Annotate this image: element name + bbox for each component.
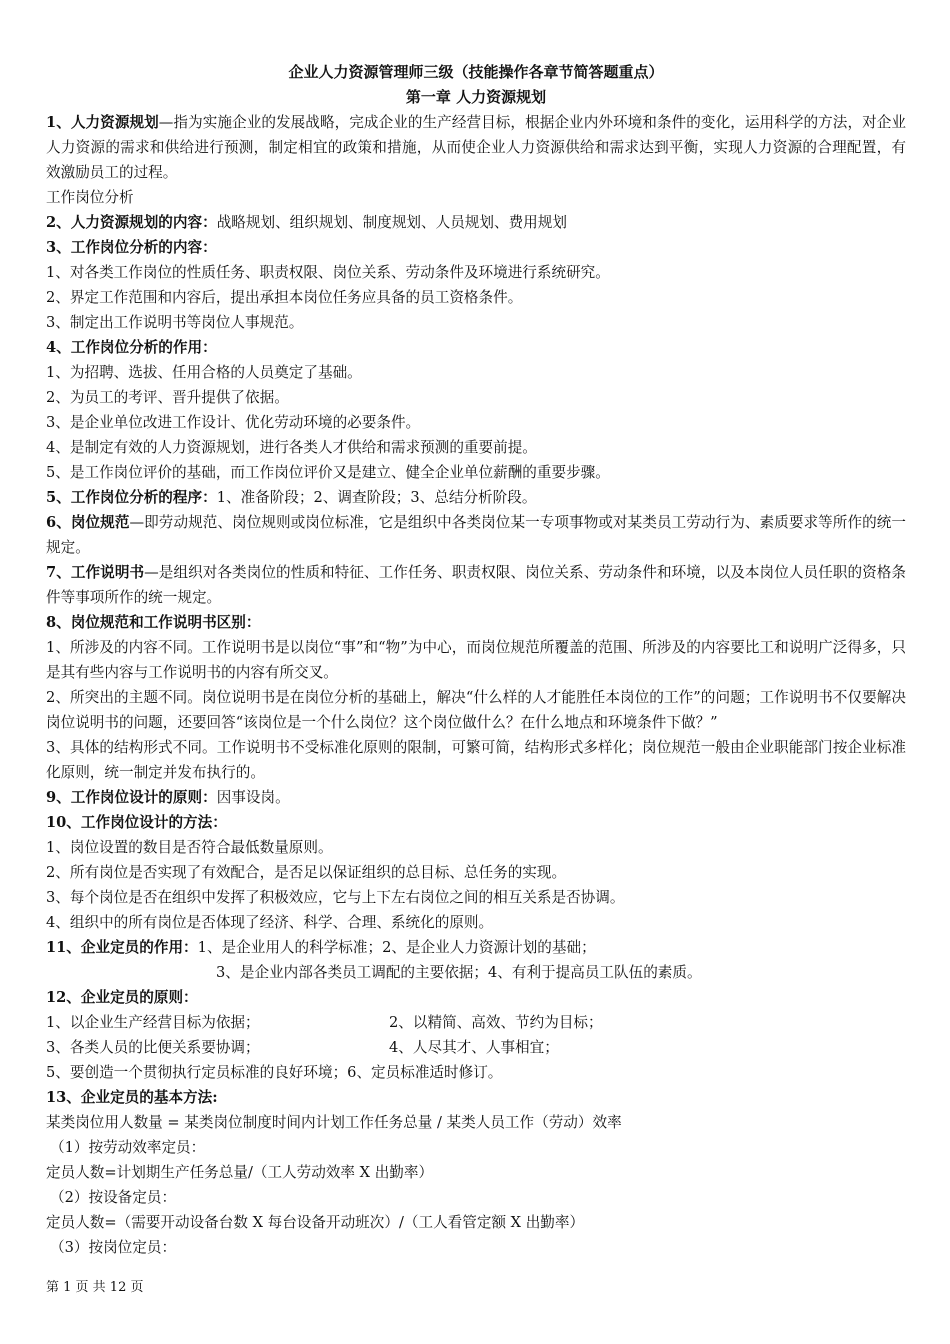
text-2: 战略规划、组织规划、制度规划、人员规划、费用规划	[216, 214, 567, 231]
list-item: 2、为员工的考评、晋升提供了依据。	[46, 389, 289, 406]
chapter-title: 第一章 人力资源规划	[405, 88, 547, 106]
list-item: 2、所突出的主题不同。岗位说明书是在岗位分析的基础上，解决“什么样的人才能胜任本岗位的工作”的问题；工作说明书不仅要解决岗位说明书的问题，还要回答“该岗位是一个什么岗位？这个岗位做什么？在什么地点和环境条件下做？”	[46, 689, 906, 731]
term-hr-planning: 1、人力资源规划	[46, 114, 159, 131]
paragraph-9	[46, 785, 906, 810]
formula-general: 某类岗位用人数量 = 某类岗位制度时间内计划工作任务总量 / 某类人员工作（劳动）效率	[46, 1114, 622, 1131]
heading-4: 4、工作岗位分析的作用：	[46, 339, 217, 356]
text-9: 因事设岗。	[216, 789, 290, 806]
heading-13: 13、企业定员的基本方法:	[46, 1089, 218, 1106]
document-title: 企业人力资源管理师三级（技能操作各章节简答题重点）	[288, 63, 664, 81]
page-footer: 第 1 页 共 12 页	[46, 1280, 144, 1295]
section-label: 工作岗位分析	[46, 189, 134, 206]
list-item: 1、对各类工作岗位的性质任务、职责权限、岗位关系、劳动条件及环境进行系统研究。	[46, 264, 610, 281]
list-item: 3、是企业单位改进工作设计、优化劳动环境的必要条件。	[46, 414, 421, 431]
paragraph-7	[46, 560, 906, 610]
method-1-formula: 定员人数=计划期生产任务总量/（工人劳动效率 X 出勤率）	[46, 1164, 434, 1181]
method-2-formula: 定员人数=（需要开动设备台数 X 每台设备开动班次）/（工人看管定额 X 出勤率）	[46, 1214, 585, 1231]
list-item: 3、每个岗位是否在组织中发挥了积极效应，它与上下左右岗位之间的相互关系是否协调。	[46, 889, 625, 906]
list-item: 3、制定出工作说明书等岗位人事规范。	[46, 314, 304, 331]
list-item: 3、具体的结构形式不同。工作说明书不受标准化原则的限制，可繁可简，结构形式多样化；岗位规范一般由企业职能部门按企业标准化原则，统一制定并发布执行的。	[46, 739, 906, 781]
term-job-spec: 6、岗位规范	[46, 514, 130, 531]
heading-11: 11、企业定员的作用：	[46, 939, 198, 956]
term-job-description: 7、工作说明书	[46, 564, 145, 581]
text-11-line1: 1、是企业用人的科学标准；2、是企业人力资源计划的基础；	[197, 939, 596, 956]
list-item: 4、是制定有效的人力资源规划，进行各类人才供给和需求预测的重要前提。	[46, 439, 537, 456]
principles-row-1	[46, 1010, 906, 1035]
definition-job-description: —是组织对各类岗位的性质和特征、工作任务、职责权限、岗位关系、劳动条件和环境，以及本岗位人员任职的资格条件等事项所作的统一规定。	[46, 564, 907, 606]
heading-12: 12、企业定员的原则：	[46, 989, 198, 1006]
paragraph-2	[46, 210, 906, 235]
method-2-label: （2）按设备定员：	[50, 1189, 177, 1206]
list-item: 4、组织中的所有岗位是否体现了经济、科学、合理、系统化的原则。	[46, 914, 494, 931]
list-item: 5、要创造一个贯彻执行定员标准的良好环境；6、定员标准适时修订。	[46, 1064, 503, 1081]
heading-3: 3、工作岗位分析的内容：	[46, 239, 217, 256]
list-item: 2、以精简、高效、节约为目标；	[389, 1014, 603, 1031]
list-item: 2、界定工作范围和内容后，提出承担本岗位任务应具备的员工资格条件。	[46, 289, 523, 306]
text-11-line2: 3、是企业内部各类员工调配的主要依据；4、有利于提高员工队伍的素质。	[216, 964, 702, 981]
definition-hr-planning: —指为实施企业的发展战略，完成企业的生产经营目标，根据企业内外环境和条件的变化，运用科学的方法，对企业人力资源的需求和供给进行预测，制定相宜的政策和措施，从而使企业人力资源供给和需求达到平衡，实现人力资源的合理配置，有效激励员工的过程。	[46, 114, 906, 181]
paragraph-6	[46, 510, 906, 560]
list-item: 1、为招聘、选拔、任用合格的人员奠定了基础。	[46, 364, 362, 381]
list-item: 1、所涉及的内容不同。工作说明书是以岗位“事”和“物”为中心，而岗位规范所覆盖的范围、所涉及的内容要比工和说明广泛得多，只是其有些内容与工作说明书的内容有所交叉。	[46, 639, 906, 681]
heading-2: 2、人力资源规划的内容：	[46, 214, 217, 231]
heading-8: 8、岗位规范和工作说明书区别：	[46, 614, 261, 631]
definition-job-spec: —即劳动规范、岗位规则或岗位标准，它是组织中各类岗位某一专项事物或对某类员工劳动行为、素质要求等所作的统一规定。	[46, 514, 906, 556]
heading-10: 10、工作岗位设计的方法：	[46, 814, 227, 831]
method-3-label: （3）按岗位定员：	[50, 1239, 177, 1256]
list-item: 5、是工作岗位评价的基础，而工作岗位评价又是建立、健全企业单位薪酬的重要步骤。	[46, 464, 610, 481]
text-5: 1、准备阶段；2、调查阶段；3、总结分析阶段。	[216, 489, 537, 506]
list-item: 1、以企业生产经营目标为依据；	[46, 1014, 260, 1031]
method-1-label: （1）按劳动效率定员：	[50, 1139, 206, 1156]
paragraph-11	[46, 935, 906, 960]
list-item: 4、人尽其才、人事相宜；	[389, 1039, 559, 1056]
paragraph-5	[46, 485, 906, 510]
list-item: 1、岗位设置的数目是否符合最低数量原则。	[46, 839, 333, 856]
heading-9: 9、工作岗位设计的原则：	[46, 789, 217, 806]
list-item: 2、所有岗位是否实现了有效配合，是否足以保证组织的总目标、总任务的实现。	[46, 864, 567, 881]
principles-row-2	[46, 1035, 906, 1060]
list-item: 3、各类人员的比便关系要协调；	[46, 1039, 260, 1056]
heading-5: 5、工作岗位分析的程序：	[46, 489, 217, 506]
paragraph-1	[46, 110, 906, 185]
